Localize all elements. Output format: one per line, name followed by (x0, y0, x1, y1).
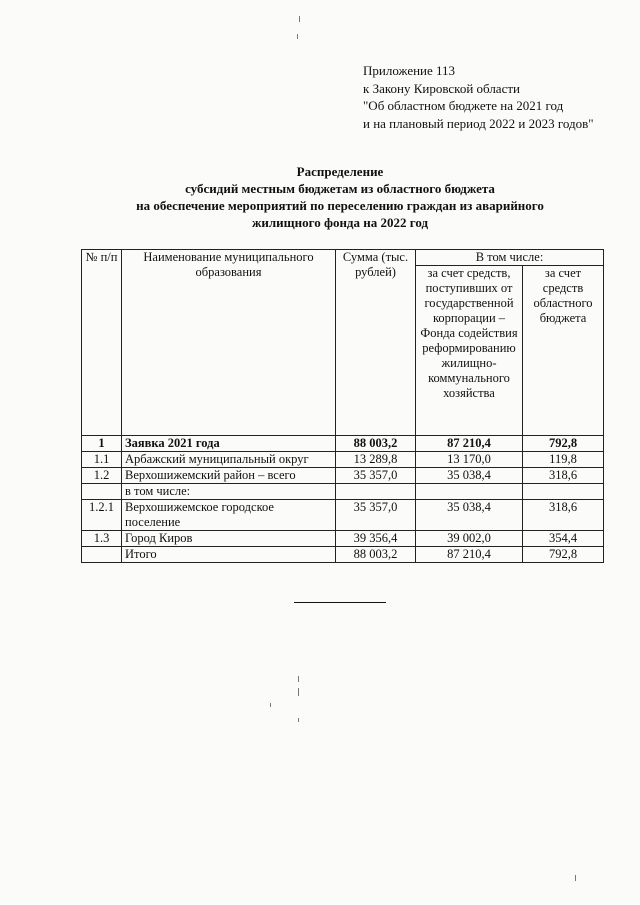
table-row (82, 452, 604, 468)
cell-fund: 39 002,0 (416, 531, 523, 547)
cell-fund: 35 038,4 (416, 468, 523, 484)
scan-speck (575, 875, 576, 881)
cell-regional: 792,8 (523, 436, 604, 452)
cell-regional: 792,8 (523, 547, 604, 563)
appendix-block (363, 62, 594, 132)
cell-sum: 35 357,0 (336, 500, 416, 531)
cell-num: 1.3 (82, 531, 122, 547)
cell-fund: 13 170,0 (416, 452, 523, 468)
title-line: субсидий местным бюджетам из областного бюджета (185, 181, 495, 196)
cell-sum: 35 357,0 (336, 468, 416, 484)
cell-num (82, 484, 122, 500)
cell-fund (416, 484, 523, 500)
header-sum: Сумма (тыс. рублей) (336, 250, 416, 436)
header-name: Наименование муниципального образования (122, 250, 336, 436)
cell-fund: 35 038,4 (416, 500, 523, 531)
title-line: жилищного фонда на 2022 год (251, 215, 429, 230)
cell-num: 1 (82, 436, 122, 452)
scan-speck (298, 718, 299, 722)
cell-regional: 318,6 (523, 468, 604, 484)
cell-sum (336, 484, 416, 500)
title-line: на обеспечение мероприятий по переселению граждан из аварийного (136, 198, 544, 213)
cell-sum: 88 003,2 (336, 436, 416, 452)
cell-fund: 87 210,4 (416, 436, 523, 452)
cell-sum: 88 003,2 (336, 547, 416, 563)
cell-regional: 354,4 (523, 531, 604, 547)
header-regional: за счет средств областного бюджета (523, 266, 604, 436)
header-including: В том числе: (416, 250, 604, 266)
cell-sum: 39 356,4 (336, 531, 416, 547)
cell-name: Арбажский муниципальный округ (122, 452, 336, 468)
header-fund: за счет средств, поступивших от государственной корпорации – Фонда содействия реформированию жилищно-коммунального хозяйства (416, 266, 523, 436)
appendix-line: Приложение 113 (363, 63, 456, 78)
subsidy-table (81, 249, 604, 563)
header-row (82, 250, 604, 266)
cell-fund: 87 210,4 (416, 547, 523, 563)
table-row (82, 531, 604, 547)
cell-name: в том числе: (122, 484, 336, 500)
scan-speck (270, 703, 271, 707)
cell-regional: 318,6 (523, 500, 604, 531)
cell-regional: 119,8 (523, 452, 604, 468)
cell-num: 1.2.1 (82, 500, 122, 531)
table-row (82, 468, 604, 484)
table-row (82, 484, 604, 500)
table-row (82, 500, 604, 531)
table-row (82, 436, 604, 452)
appendix-line: "Об областном бюджете на 2021 год (363, 98, 564, 113)
cell-sum: 13 289,8 (336, 452, 416, 468)
header-num: № п/п (82, 250, 122, 436)
appendix-line: к Закону Кировской области (363, 80, 520, 96)
cell-name: Верхошижемское городское поселение (122, 500, 336, 531)
cell-name: Город Киров (122, 531, 336, 547)
appendix-line: и на плановый период 2022 и 2023 годов" (363, 115, 594, 131)
cell-name: Итого (122, 547, 336, 563)
scan-speck (299, 16, 300, 22)
scan-speck (298, 688, 299, 696)
scan-speck (298, 676, 299, 682)
cell-name: Верхошижемский район – всего (122, 468, 336, 484)
cell-regional (523, 484, 604, 500)
end-rule (294, 602, 386, 603)
title-line: Распределение (296, 164, 384, 179)
cell-name: Заявка 2021 года (122, 436, 336, 452)
cell-num (82, 547, 122, 563)
table-row-total (82, 547, 604, 563)
cell-num: 1.2 (82, 468, 122, 484)
document-title (60, 163, 620, 231)
scan-speck (297, 34, 298, 39)
cell-num: 1.1 (82, 452, 122, 468)
